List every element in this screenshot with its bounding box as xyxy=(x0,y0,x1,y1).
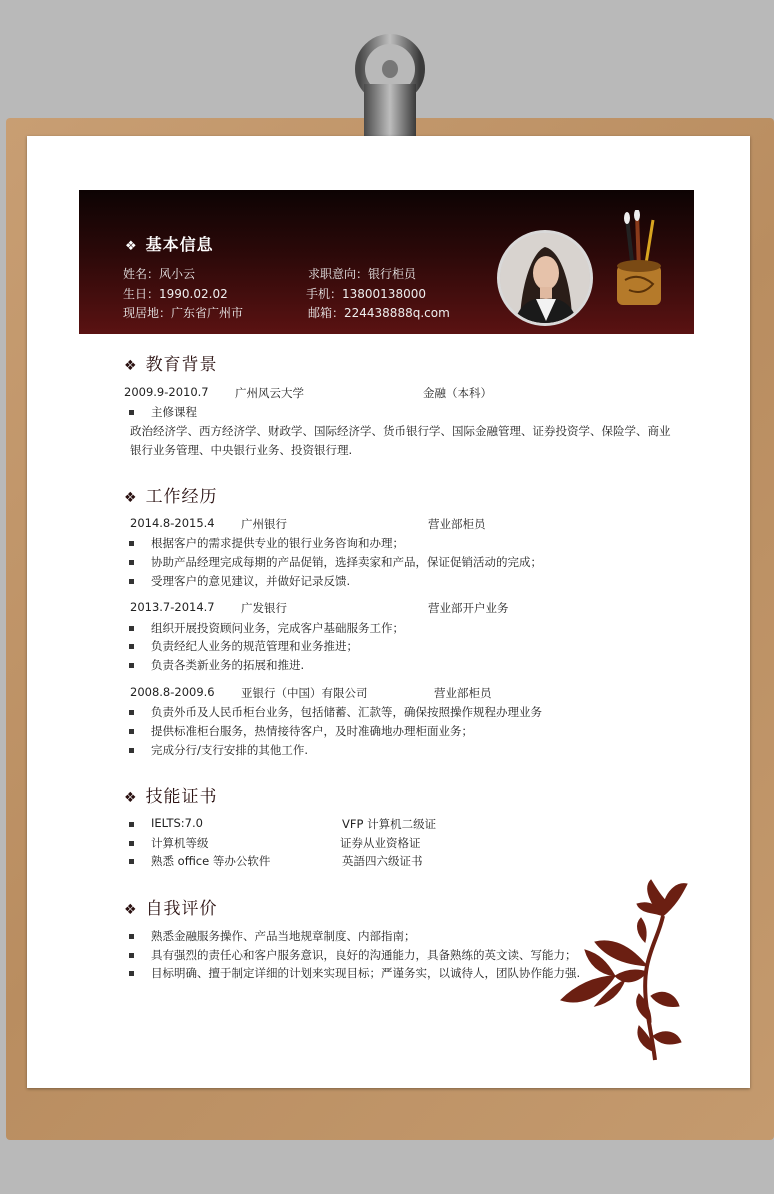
name-field: 姓名：风小云 xyxy=(123,267,196,281)
diamond-icon: ❖ xyxy=(124,902,138,918)
diamond-icon: ❖ xyxy=(124,358,138,374)
basic-info-header xyxy=(79,190,694,334)
certificate-item: 证券从业资格证 xyxy=(340,836,421,850)
job-company: 亚银行（中国）有限公司 xyxy=(241,686,368,700)
job-position: 营业部柜员 xyxy=(434,686,492,700)
job-company: 广发银行 xyxy=(241,601,287,615)
education-title-text: 教育背景 xyxy=(145,355,218,375)
address-field: 现居地：广东省广州市 xyxy=(123,306,244,320)
job-duty: 受理客户的意见建议，并做好记录反馈. xyxy=(151,574,351,588)
job-duty: 负责外币及人民币柜台业务，包括储蓄、汇款等，确保按照操作规程办理业务 xyxy=(151,705,542,719)
self-eval-section-title xyxy=(124,894,218,919)
job-period: 2013.7-2014.7 xyxy=(130,600,215,614)
self-eval-title-text: 自我评价 xyxy=(145,899,218,919)
job-position: 营业部开户业务 xyxy=(428,601,509,615)
work-title-text: 工作经历 xyxy=(145,487,218,507)
intent-field: 求职意向：银行柜员 xyxy=(308,267,417,281)
job-duty: 组织开展投资顾问业务，完成客户基础服务工作； xyxy=(151,621,404,635)
diamond-icon: ❖ xyxy=(124,490,138,506)
job-duty: 根据客户的需求提供专业的银行业务咨询和办理； xyxy=(151,536,404,550)
work-section-title xyxy=(124,482,218,507)
self-eval-item: 目标明确、擅于制定详细的计划来实现目标；严谨务实，以诚待人，团队协作能力强. xyxy=(151,966,581,980)
flower-decoration-icon xyxy=(555,876,695,1066)
edu-courses-line2: 银行业务管理、中央银行业务、投资银行理. xyxy=(130,443,353,457)
edu-major: 金融（本科） xyxy=(423,386,492,400)
education-section-title xyxy=(124,350,218,375)
basic-info-title-text: 基本信息 xyxy=(145,235,214,254)
job-duty: 提供标准柜台服务，热情接待客户，及时准确地办理柜面业务； xyxy=(151,724,473,738)
birth-field: 生日：1990.02.02 xyxy=(123,287,228,301)
diamond-icon: ❖ xyxy=(124,790,138,806)
job-company: 广州银行 xyxy=(241,517,287,531)
basic-info-title xyxy=(125,232,214,255)
diamond-icon: ❖ xyxy=(125,239,138,254)
edu-course-label: 主修课程 xyxy=(151,405,197,419)
edu-school: 广州风云大学 xyxy=(235,386,304,400)
certificate-item: 英語四六级证书 xyxy=(342,854,423,868)
pen-holder-icon xyxy=(609,210,669,310)
certificate-item: VFP 计算机二级证 xyxy=(342,817,437,831)
job-duty: 负责经纪人业务的规范管理和业务推进； xyxy=(151,639,358,653)
job-duty: 协助产品经理完成每期的产品促销，选择卖家和产品，保证促销活动的完成； xyxy=(151,555,542,569)
skills-title-text: 技能证书 xyxy=(145,787,218,807)
job-position: 营业部柜员 xyxy=(428,517,486,531)
avatar xyxy=(497,230,593,326)
skills-section-title xyxy=(124,782,218,807)
edu-period: 2009.9-2010.7 xyxy=(124,385,209,399)
job-period: 2008.8-2009.6 xyxy=(130,685,215,699)
self-eval-item: 熟悉金融服务操作、产品当地规章制度、内部指南； xyxy=(151,929,416,943)
skill-item: 计算机等级 xyxy=(151,836,209,850)
self-eval-item: 具有强烈的责任心和客户服务意识，良好的沟通能力，具备熟练的英文读、写能力； xyxy=(151,948,577,962)
skill-item: IELTS:7.0 xyxy=(151,816,203,830)
job-period: 2014.8-2015.4 xyxy=(130,516,215,530)
skill-item: 熟悉 office 等办公软件 xyxy=(151,854,271,868)
edu-courses-line1: 政治经济学、西方经济学、财政学、国际经济学、货币银行学、国际金融管理、证券投资学、保险学、商业 xyxy=(130,424,671,438)
job-duty: 完成分行/支行安排的其他工作. xyxy=(151,743,309,757)
job-duty: 负责各类新业务的拓展和推进. xyxy=(151,658,305,672)
phone-field: 手机：13800138000 xyxy=(306,287,426,301)
email-field: 邮箱：224438888q.com xyxy=(308,306,450,320)
